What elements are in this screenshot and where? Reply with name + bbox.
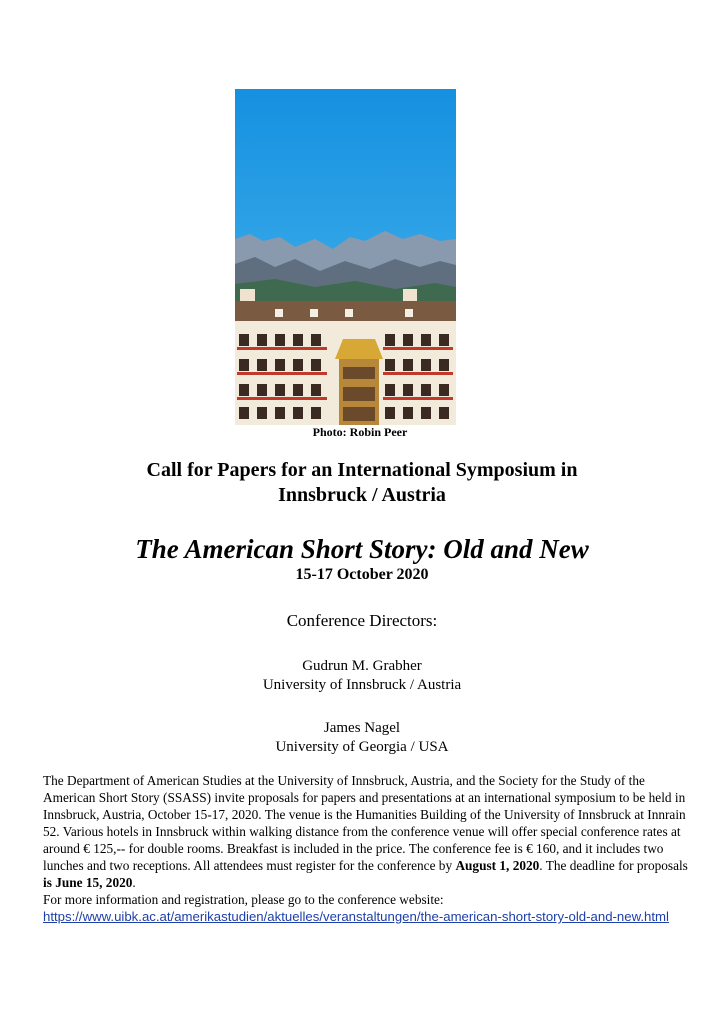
directors-heading: Conference Directors: (286, 611, 438, 630)
proposal-deadline: is June 15, 2020 (43, 875, 133, 890)
conference-dates: 15-17 October 2020 (295, 566, 429, 583)
conference-title: The American Short Story: Old and New (135, 534, 589, 564)
director-entry (0, 719, 724, 757)
cover-photo (235, 89, 456, 425)
director-entry (0, 657, 724, 695)
paragraph-text: The Department of American Studies at the University of Innsbruck, Austria, and the Society for the Study of the American Short Story (SSASS) invite proposals for papers and presentations at an international symposium to be held in Innsbruck, Austria, October 15-17, 2020. The venue is the Humanities Building of the University of Innsbruck at Innrain 52. Various hotels in Innsbruck within walking distance from the conference venue will offer special conference rates at around € 125,-- for double rooms. Breakfast is included in the price. The conference fee is € 160, and it includes two lunches and two receptions. All attendees must register for the conference by (43, 773, 686, 873)
director-name: James Nagel (323, 720, 401, 736)
body-paragraph (43, 772, 693, 925)
photo-caption: Photo: Robin Peer (312, 425, 408, 439)
director-affiliation: University of Georgia / USA (275, 739, 449, 755)
cfp-line-1: Call for Papers for an International Symposium in (146, 459, 578, 481)
golden-roof-photo-illustration (235, 89, 456, 425)
call-for-papers-heading (0, 458, 724, 508)
conference-website-link[interactable]: https://www.uibk.ac.at/amerikastudien/aktuelles/veranstaltungen/the-american-short-story-old-and-new.html (43, 909, 669, 924)
director-affiliation: University of Innsbruck / Austria (262, 677, 462, 693)
paragraph-text: . The deadline for proposals (539, 858, 688, 873)
paragraph-text: . (132, 875, 136, 890)
cfp-line-2: Innsbruck / Austria (278, 484, 446, 506)
registration-deadline: August 1, 2020 (455, 858, 540, 873)
more-info-text: For more information and registration, please go to the conference website: (43, 892, 444, 907)
director-name: Gudrun M. Grabher (302, 658, 422, 674)
